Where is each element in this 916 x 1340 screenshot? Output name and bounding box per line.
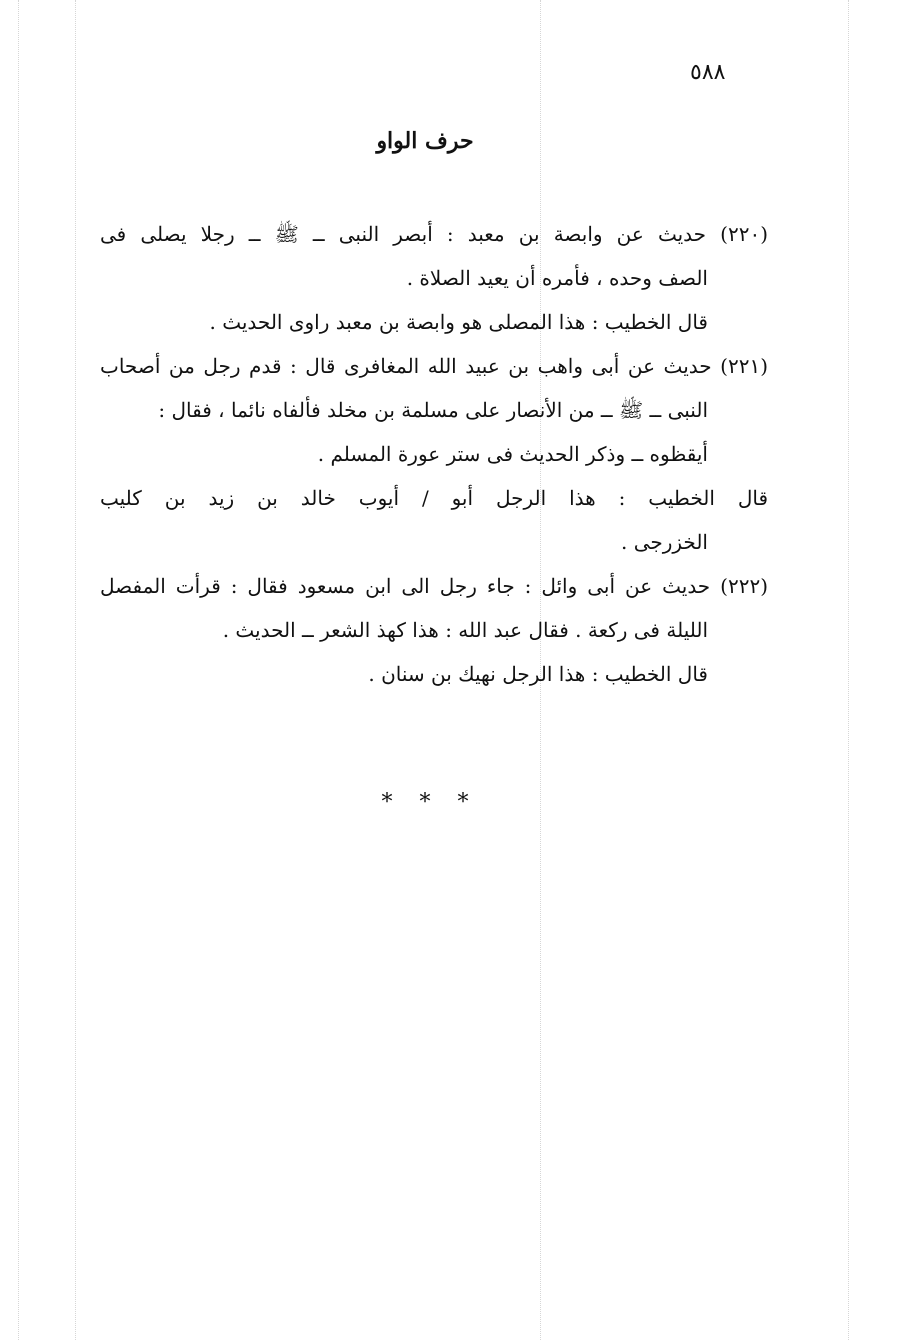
khatib-note-222 <box>100 652 708 696</box>
scan-guide-line <box>848 0 849 1340</box>
entry-line: (٢٢٢) حديث عن أبى وائل : جاء رجل الى ابن مسعود فقال : قرأت المفصل <box>100 574 768 598</box>
note-line: قال الخطيب : هذا الرجل أبو / أيوب خالد بن زيد بن كليب <box>100 486 768 510</box>
entry-line: الصف وحده ، فأمره أن يعيد الصلاة . <box>406 266 708 290</box>
note-line: قال الخطيب : هذا الرجل نهيك بن سنان . <box>368 662 708 686</box>
note-line: قال الخطيب : هذا المصلى هو وابصة بن معبد راوى الحديث . <box>209 310 708 334</box>
chapter-title: حرف الواو <box>376 128 474 154</box>
body-text <box>100 212 768 696</box>
page-number: ٥٨٨ <box>690 60 726 85</box>
hadith-entry-221 <box>100 344 768 476</box>
note-line: الخزرجى . <box>620 530 708 554</box>
khatib-note-221 <box>100 476 768 564</box>
khatib-note-220 <box>100 300 708 344</box>
entry-line: (٢٢٠) حديث عن وابصة بن معبد : أبصر النبى ــ ﷺ ــ رجلا يصلى فى <box>100 222 768 246</box>
hadith-entry-220 <box>100 212 768 300</box>
hadith-entry-222 <box>100 564 768 652</box>
section-separator: * * * <box>381 790 479 815</box>
entry-line: (٢٢١) حديث عن أبى واهب بن عبيد الله المغافرى قال : قدم رجل من أصحاب <box>100 354 768 378</box>
entry-line: الليلة فى ركعة . فقال عبد الله : هذا كهذ الشعر ــ الحديث . <box>222 618 708 642</box>
entry-line: أيقظوه ــ وذكر الحديث فى ستر عورة المسلم . <box>317 442 708 466</box>
scan-guide-line <box>75 0 76 1340</box>
entry-line: النبى ــ ﷺ ــ من الأنصار على مسلمة بن مخلد فألفاه نائما ، فقال : <box>158 398 708 422</box>
scan-guide-line <box>18 0 19 1340</box>
